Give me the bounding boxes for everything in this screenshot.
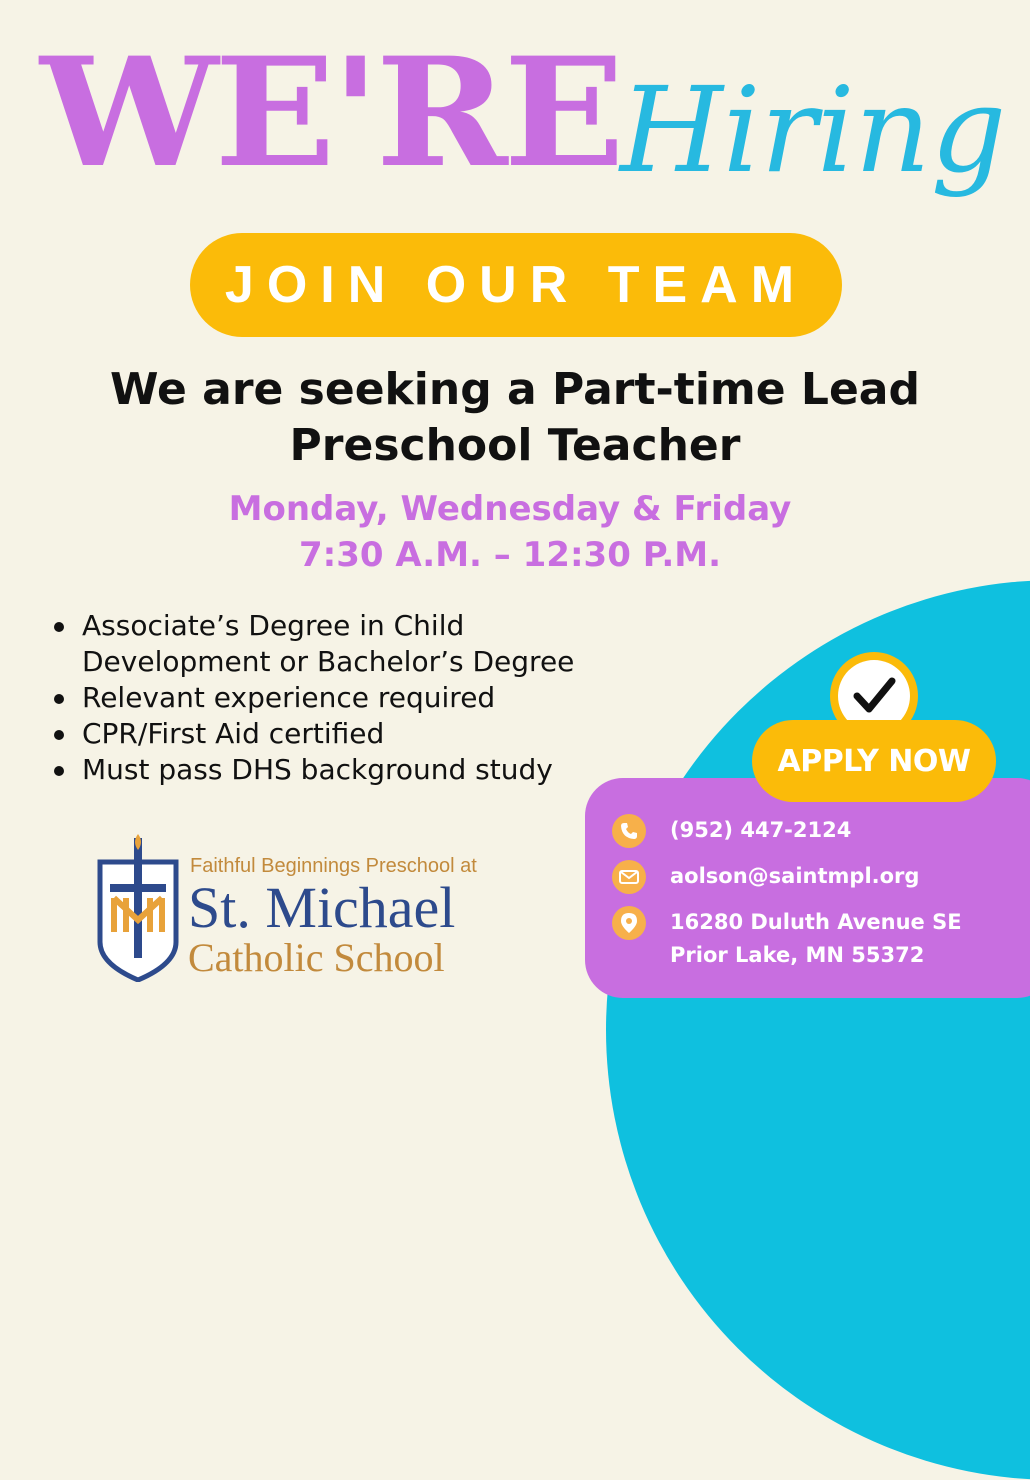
requirement-item: Associate’s Degree in Child Development or Bachelor’s Degree xyxy=(50,608,574,680)
requirement-item: CPR/First Aid certified xyxy=(50,716,574,752)
contact-address xyxy=(670,906,962,972)
position-line-1: We are seeking a Part-time Lead xyxy=(110,364,920,415)
apply-now-button[interactable]: APPLY NOW xyxy=(752,720,996,802)
address-line-2: Prior Lake, MN 55372 xyxy=(670,943,925,967)
schedule-days: Monday, Wednesday & Friday xyxy=(228,489,792,529)
schedule-hours: 7:30 A.M. – 12:30 P.M. xyxy=(298,535,722,575)
join-our-team-banner: JOIN OUR TEAM xyxy=(190,233,842,337)
contact-email[interactable]: aolson@saintmpl.org xyxy=(670,864,920,888)
requirements-list xyxy=(50,608,574,788)
logo-subtitle: Faithful Beginnings Preschool at xyxy=(190,855,477,877)
school-crest-logo xyxy=(96,832,180,982)
requirement-item: Relevant experience required xyxy=(50,680,574,716)
requirement-item: Must pass DHS background study xyxy=(50,752,574,788)
email-icon xyxy=(612,860,646,894)
contact-phone[interactable]: (952) 447-2124 xyxy=(670,818,852,842)
were-heading: WE'RE xyxy=(40,25,621,201)
position-title xyxy=(40,362,990,474)
decorative-blue-circle xyxy=(606,580,1030,1480)
schedule xyxy=(120,486,900,578)
logo-name: St. Michael xyxy=(188,875,456,940)
phone-icon xyxy=(612,814,646,848)
address-line-1: 16280 Duluth Avenue SE xyxy=(670,910,962,934)
hiring-heading: Hiring xyxy=(620,61,1007,199)
location-pin-icon xyxy=(612,906,646,940)
position-line-2: Preschool Teacher xyxy=(289,420,741,471)
logo-school: Catholic School xyxy=(188,935,445,980)
